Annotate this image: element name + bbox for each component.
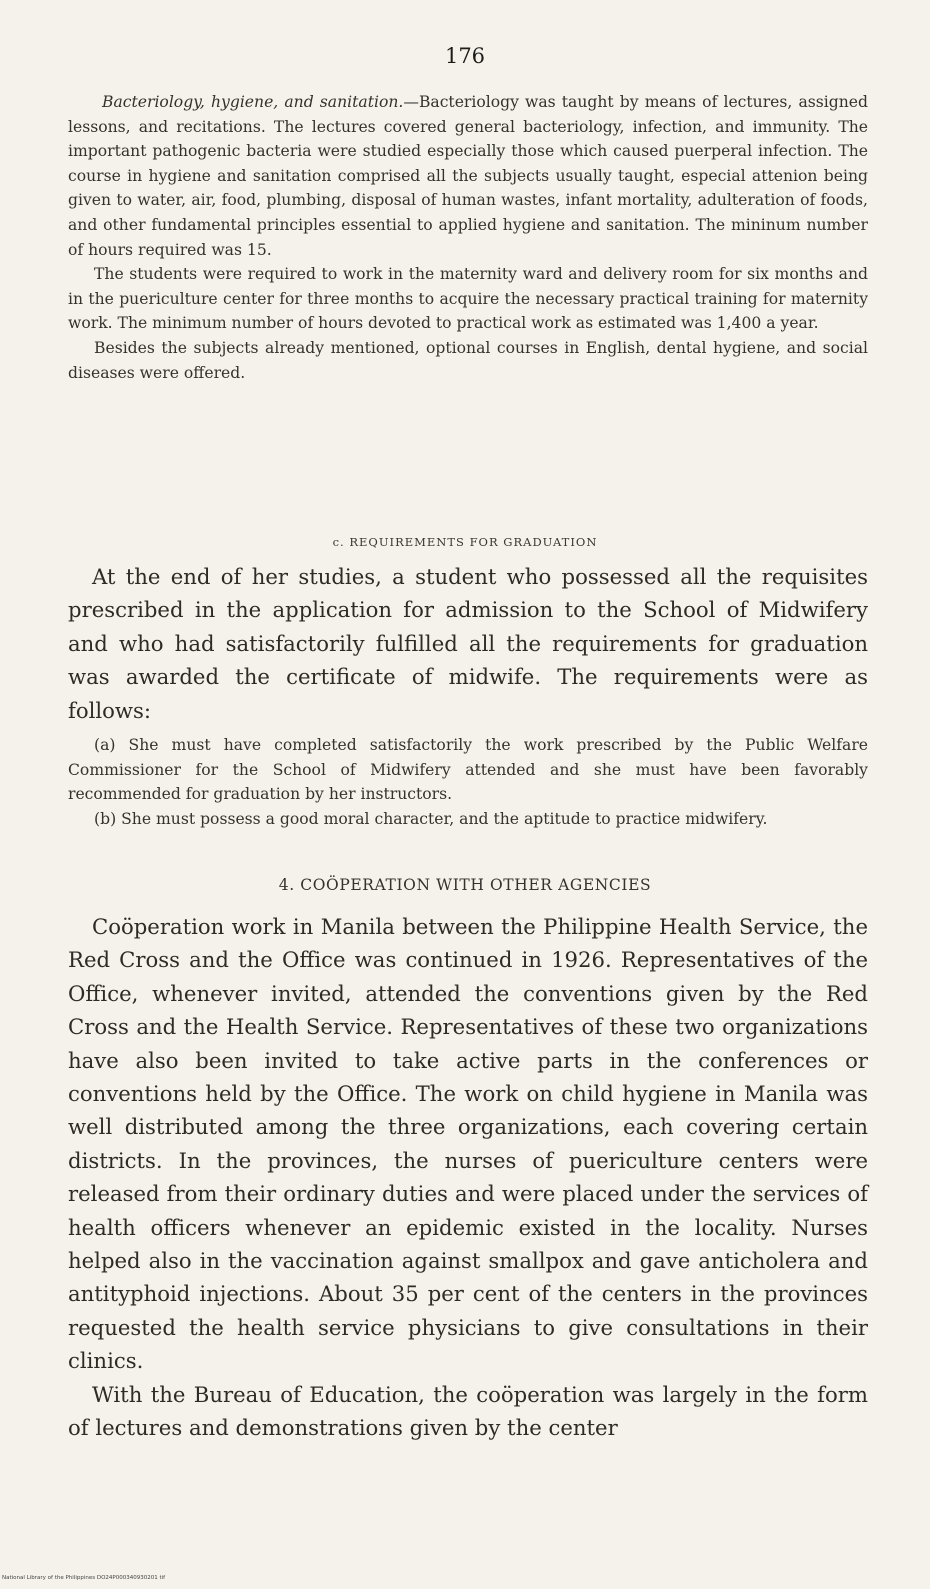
heading-cooperation: 4. COÖPERATION WITH OTHER AGENCIES [278,876,652,894]
requirement-b: (b) She must possess a good moral character, and the aptitude to practice midwifery. [94,809,768,828]
requirement-a: (a) She must have completed satisfactorily the work prescribed by the Public Welfare Commissioner for the School of Midwifery attended and she must have been favorably recommended for graduation by her instructors. [68,736,868,804]
cooperation-text-block [68,910,868,1445]
footer-stamp: National Library of the Philippines DO24P000340930201 tif [2,1575,166,1581]
heading-requirements: c. REQUIREMENTS FOR GRADUATION [332,535,598,549]
paragraph-bacteriology [68,90,868,262]
paragraph-optional-courses: Besides the subjects already mentioned, optional courses in English, dental hygiene, and social diseases were offered. [68,338,868,382]
paragraph-requirements: At the end of her studies, a student who possessed all the requisites prescribed in the application for admission to the School of Midwifery and who had satisfactorily fulfilled all the requirements for graduation was awarded the certificate of midwife. The requirements were as follows: [68,564,868,723]
page-number: 176 [444,44,486,68]
requirements-list [68,733,868,831]
section-body-bacteriology: —Bacteriology was taught by means of lectures, assigned lessons, and recitations. The lectures covered general bacteriology, infection, and immunity. The important pathogenic bacteria were studied especially those which caused puerperal infection. The course in hygiene and sanitation comprised all the subjects usually taught, especial attenion being given to water, air, food, plumbing, disposal of human wastes, infant mortality, adulteration of foods, and other fundamental principles essential to applied hygiene and sanitation. The mininum number of hours required was 15. [68,93,868,259]
requirements-text-block [68,560,868,727]
paragraph-practical-training: The students were required to work in the maternity ward and delivery room for six months and in the puericulture center for three months to acquire the necessary practical training for maternity work. The minimum number of hours devoted to practical work as estimated was 1,400 a year. [68,265,868,333]
paragraph-education: With the Bureau of Education, the coöperation was largely in the form of lectures and demonstrations given by the center [68,1381,868,1441]
paragraph-cooperation: Coöperation work in Manila between the Philippine Health Service, the Red Cross and the Office was continued in 1926. Representatives of the Office, whenever invited, attended the conventions given by the Red Cross and the Health Service. Representatives of these two organizations have also been invited to take active parts in the conferences or conventions held by the Office. The work on child hygiene in Manila was well distributed among the three organizations, each covering certain districts. In the provinces, the nurses of puericulture centers were released from their ordinary duties and were placed under the services of health officers whenever an epidemic existed in the locality. Nurses helped also in the vaccination against smallpox and gave anticholera and antityphoid injections. About 35 per cent of the centers in the provinces requested the health service physicians to give consultations in their clinics. [68,914,868,1374]
upper-text-block [68,90,868,385]
section-title-bacteriology: Bacteriology, hygiene, and sanitation. [102,93,404,111]
